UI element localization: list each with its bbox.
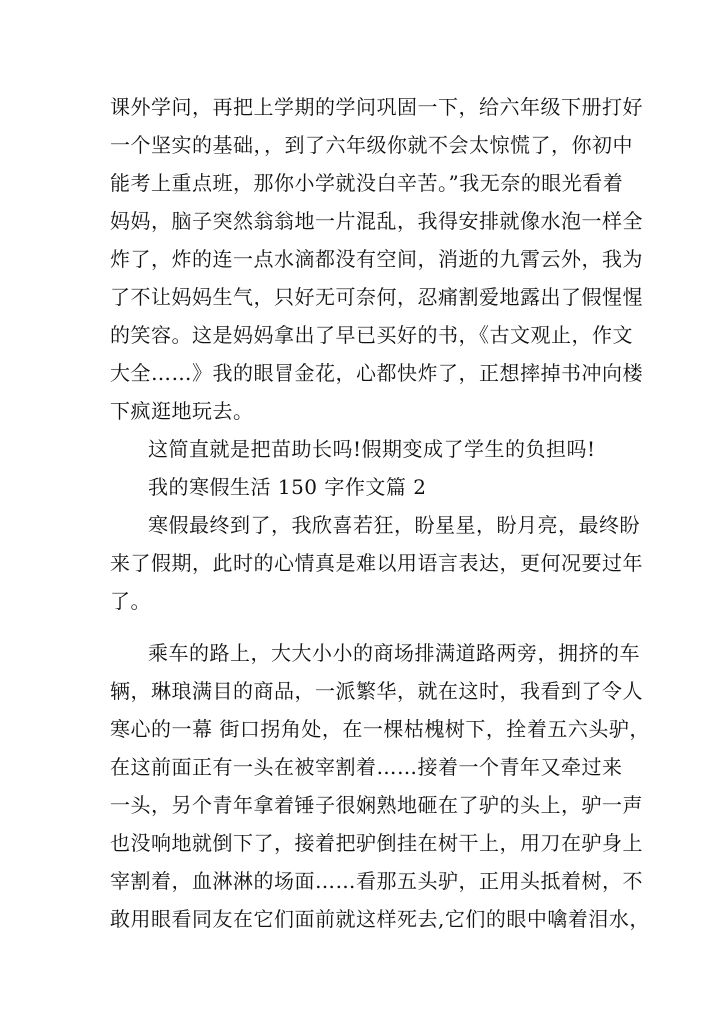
text-line: 一个坚实的基础，，到了六年级你就不会太惊慌了，你初中 [110,133,633,157]
paragraph-4 [110,634,650,938]
paragraph-3 [110,506,643,620]
section-heading [110,468,615,506]
text-line: 寒假最终到了，我欣喜若狂，盼星星，盼月亮，最终盼 [148,513,640,537]
text-line: 炸了，炸的连一点水滴都没有空间，消逝的九霄云外，我为 [110,247,643,271]
paragraph-gap [110,620,615,634]
text-line: 在这前面正有一头在被宰割着……接着一个青年又牵过来 [110,755,623,779]
text-line: 宰割着，血淋淋的场面……看那五头驴，正用头抵着树，不 [110,869,643,893]
text-line: 一头，另个青年拿着锤子很娴熟地砸在了驴的头上，驴一声 [110,793,643,817]
text-line: 也没响地就倒下了，接着把驴倒挂在树干上，用刀在驴身上 [110,831,643,855]
text-line: 辆，琳琅满目的商品，一派繁华，就在这时，我看到了令人 [110,679,643,703]
document-body [110,88,650,938]
text-line: 寒心的一幕 街口拐角处，在一棵枯槐树下，拴着五六头驴， [110,717,650,741]
text-line: 了不让妈妈生气，只好无可奈何，忍痛割爱地露出了假惺惺 [110,285,643,309]
text-line: 妈妈，脑子突然翁翁地一片混乱，我得安排就像水泡一样全 [110,209,643,233]
text-line: 敢用眼看同友在它们面前就这样死去,它们的眼中噙着泪水， [110,907,650,931]
text-line: 大全……》我的眼冒金花，心都快炸了，正想摔掉书冲向楼 [110,361,643,385]
text-line: 的笑容。这是妈妈拿出了早已买好的书，《古文观止，作文 [110,323,633,347]
text-line: 课外学问，再把上学期的学问巩固一下，给六年级下册打好 [110,95,643,119]
heading-text: 我的寒假生活 150 字作文篇 2 [148,475,427,499]
text-line: 这简直就是把苗助长吗!假期变成了学生的负担吗! [148,437,596,461]
text-line: 了。 [110,589,151,613]
text-line: 乘车的路上，大大小小的商场排满道路两旁，拥挤的车 [148,641,640,665]
text-line: 来了假期，此时的心情真是难以用语言表达，更何况要过年 [110,551,643,575]
text-line: 能考上重点班，那你小学就没白辛苦。”我无奈的眼光看着 [110,171,624,195]
text-line: 下疯逛地玩去。 [110,399,254,423]
paragraph-2 [110,430,615,468]
paragraph-1 [110,88,643,430]
